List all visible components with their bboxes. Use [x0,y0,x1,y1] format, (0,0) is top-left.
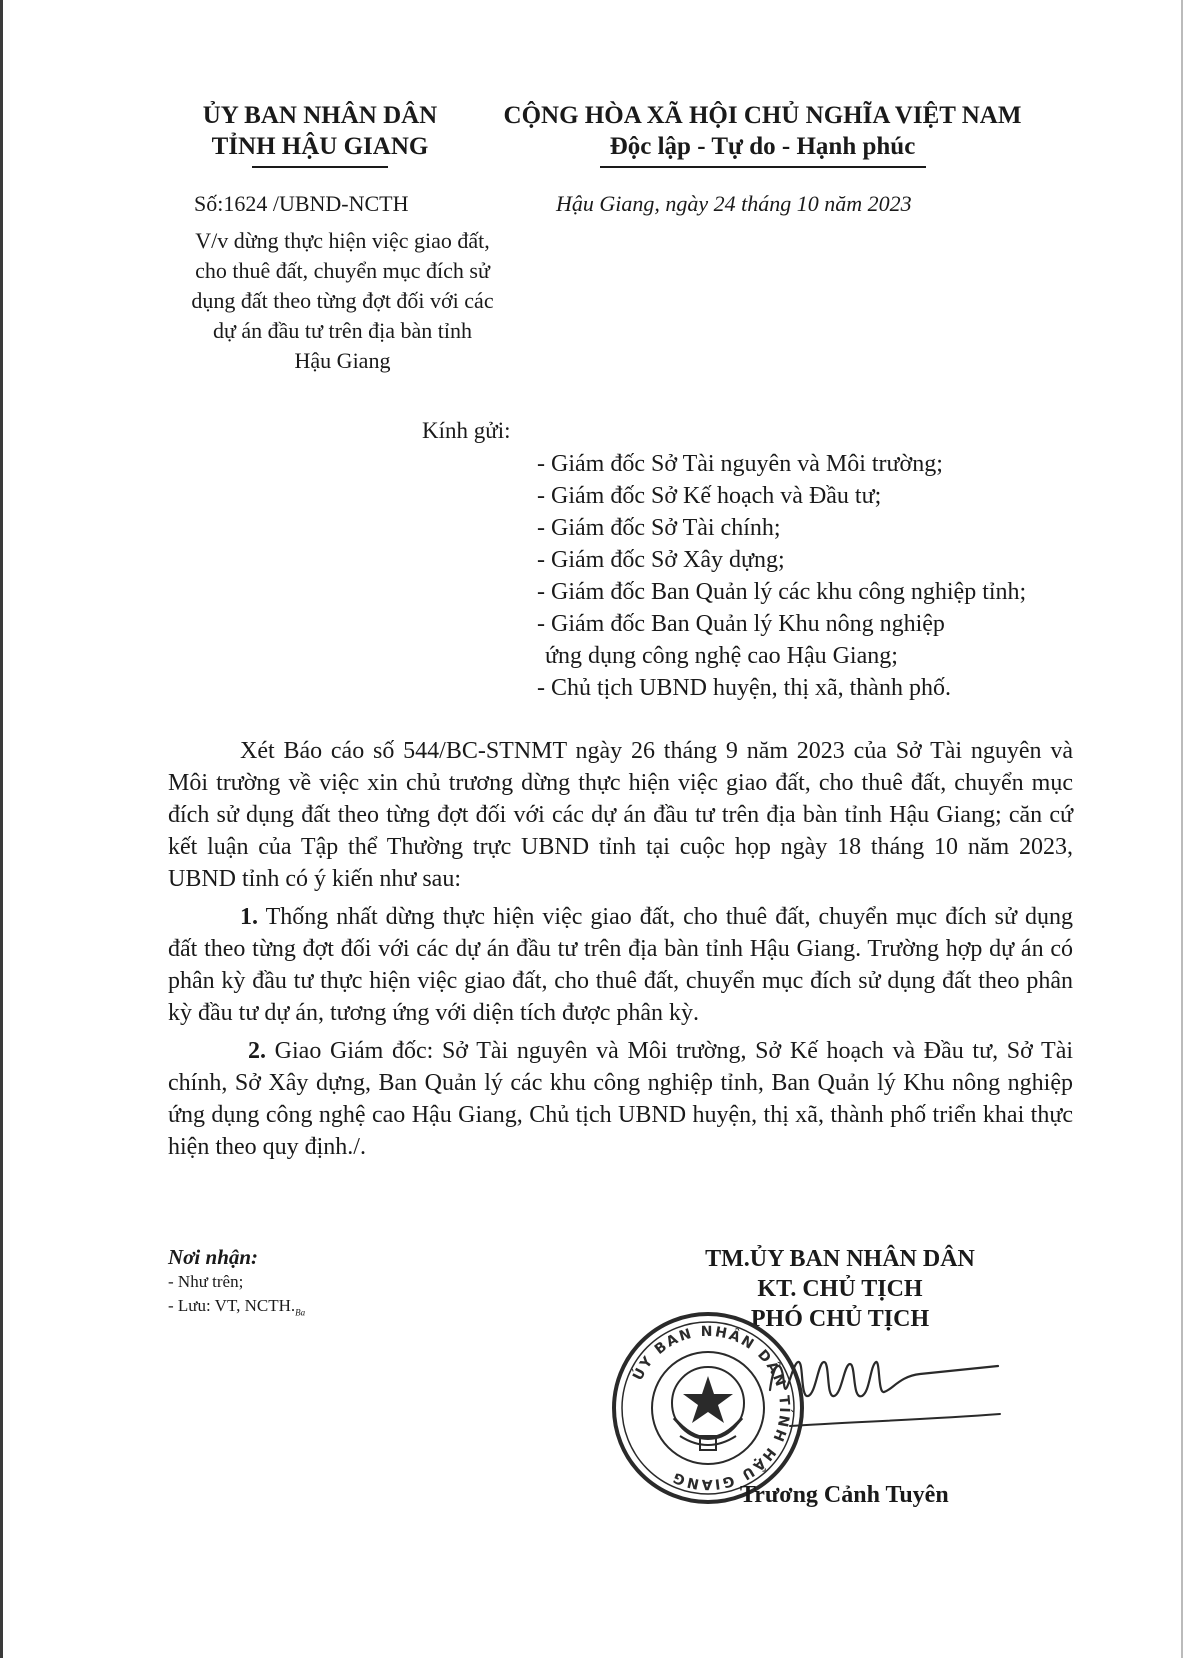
noi-nhan-title: Nơi nhận: [168,1245,259,1269]
page-right-edge [1181,0,1183,1658]
item-1-text: Thống nhất dừng thực hiện việc giao đất, cho thuê đất, chuyển mục đích sử dụng đất theo từng đợt đối với các dự án đầu tư trên địa bàn tỉnh Hậu Giang. Trường hợp dự án có phân kỳ đầu tư thực hiện việc giao đất, cho thuê đất, chuyển mục đích sử dụng đất theo phân kỳ đầu tư dự án, tương ứng với diện tích được phân kỳ. [168,904,1073,1026]
noi-nhan-item: - Như trên; [168,1272,244,1291]
item-1-paragraph [168,901,1073,1029]
letter-body [168,735,1073,1163]
recipient-item: - Giám đốc Sở Tài chính; [537,515,781,541]
svg-text:ỦY BAN NHÂN DÂN TỈNH HẬU GIANG: ỦY BAN NHÂN DÂN TỈNH HẬU GIANG [630,1323,793,1493]
place-date: Hậu Giang, ngày 24 tháng 10 năm 2023 [556,191,912,216]
recipient-item-continued: ứng dụng công nghệ cao Hậu Giang; [545,643,898,669]
recipient-item: - Giám đốc Sở Kế hoạch và Đầu tư; [537,483,882,509]
agency-line-1: ỦY BAN NHÂN DÂN [202,102,438,129]
recipient-item: - Giám đốc Ban Quản lý các khu công nghiệp tỉnh; [537,579,1027,605]
national-motto [485,100,1040,162]
intro-paragraph [168,735,1073,895]
page-left-edge [0,0,3,1658]
recipient-item: - Giám đốc Sở Xây dựng; [537,547,785,573]
handwritten-signature [760,1340,1010,1450]
noi-nhan-block [168,1245,305,1324]
item-2-paragraph [168,1035,1073,1163]
agency-name [150,100,490,162]
recipient-list [537,448,1097,704]
nation-line-2: Độc lập - Tự do - Hạnh phúc [609,133,916,160]
signature-line-2: KT. CHỦ TỊCH [757,1276,923,1302]
reference-number: Số:1624 /UBND-NCTH [194,191,409,216]
kinh-gui-label: Kính gửi: [422,418,511,443]
recipient-item: - Chủ tịch UBND huyện, thị xã, thành phố. [537,675,951,701]
intro-text: Xét Báo cáo số 544/BC-STNMT ngày 26 tháng 9 năm 2023 của Sở Tài nguyên và Môi trường về việc xin chủ trương dừng thực hiện việc giao đất, cho thuê đất, chuyển mục đích sử dụng đất theo từng đợt đối với các dự án đầu tư trên địa bàn tỉnh Hậu Giang; căn cứ kết luận của Tập thể Thường trực UBND tỉnh tại cuộc họp ngày 18 tháng 10 năm 2023, UBND tỉnh có ý kiến như sau: [168,738,1073,892]
subject-block [155,226,530,376]
noi-nhan-item: - Lưu: VT, $NCTH._{Ba}$ [168,1296,306,1318]
subject-line: dụng đất theo từng đợt đối với các [191,288,494,313]
agency-underline [252,166,388,168]
signer-name: Trương Cảnh Tuyên [740,1482,949,1508]
signature-line-3: PHÓ CHỦ TỊCH [750,1306,930,1332]
drafter-initials: Ba [295,1307,306,1318]
nation-line-1: CỘNG HÒA XÃ HỘI CHỦ NGHĨA VIỆT NAM [503,102,1022,129]
agency-line-2: TỈNH HẬU GIANG [211,133,429,160]
subject-line: V/v dừng thực hiện việc giao đất, [195,228,490,253]
item-2-number: 2. [248,1038,266,1064]
item-1-number: 1. [240,904,258,930]
item-2-text: Giao Giám đốc: Sở Tài nguyên và Môi trường, Sở Kế hoạch và Đầu tư, Sở Tài chính, Sở Xây dựng, Ban Quản lý các khu công nghiệp tỉnh, Ban Quản lý Khu nông nghiệp ứng dụng công nghệ cao Hậu Giang, Chủ tịch UBND huyện, thị xã, thành phố triển khai thực hiện theo quy định./. [168,1038,1074,1160]
signature-line-1: TM.ỦY BAN NHÂN DÂN [705,1246,975,1272]
recipient-item: - Giám đốc Ban Quản lý Khu nông nghiệp [537,611,945,637]
subject-line: dự án đầu tư trên địa bàn tỉnh [212,318,473,343]
motto-underline [600,166,926,168]
recipient-item: - Giám đốc Sở Tài nguyên và Môi trường; [537,451,943,477]
subject-line: Hậu Giang [294,348,391,373]
subject-line: cho thuê đất, chuyển mục đích sử [195,258,490,283]
